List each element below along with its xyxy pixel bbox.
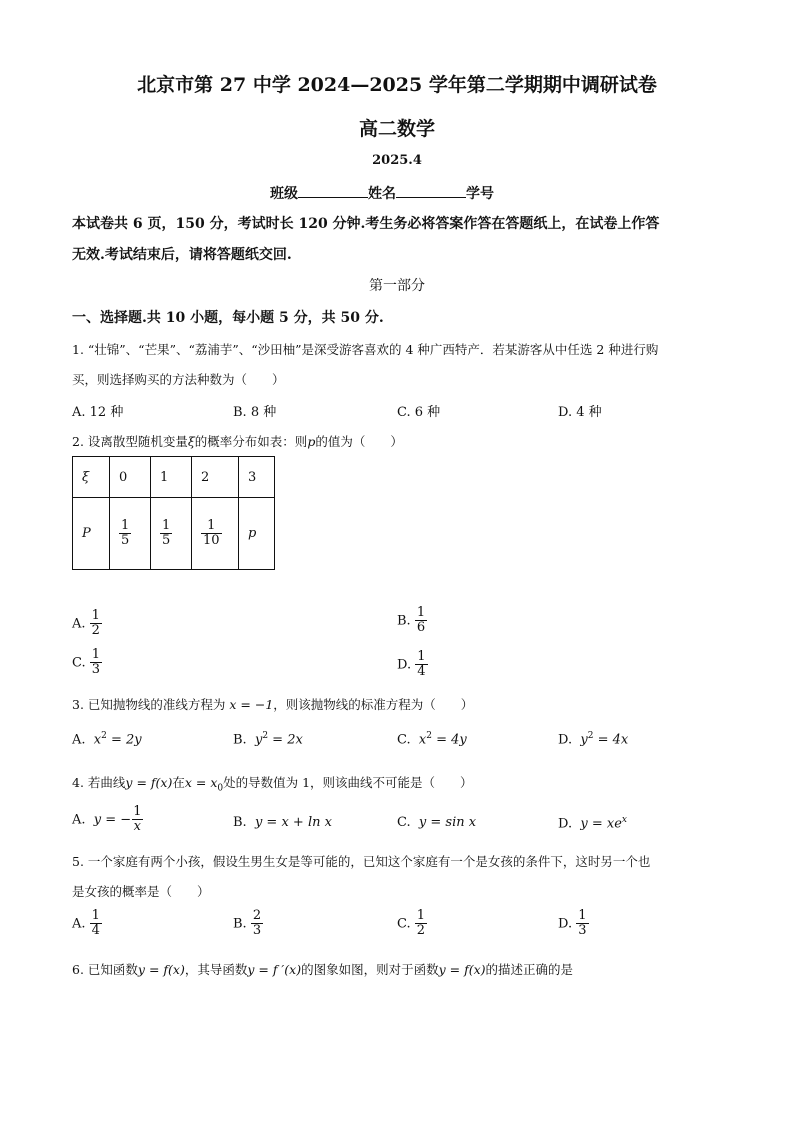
fraction-denominator: 2	[416, 923, 426, 939]
q3-option-a[interactable]	[72, 731, 142, 747]
q1-option-c[interactable]: C. 6 种	[397, 405, 441, 420]
option-letter: A.	[72, 812, 86, 828]
q3-stem	[72, 695, 473, 713]
fraction-denominator: 3	[578, 923, 587, 939]
q2-stem-prefix: 2. 设离散型随机变量	[72, 434, 188, 449]
option-letter: A.	[72, 616, 86, 632]
q4-stem-curve: y = f(x)	[125, 775, 173, 790]
fraction-numerator: 1	[133, 804, 142, 819]
option-letter: D.	[397, 657, 412, 673]
option-letter: B.	[397, 613, 411, 629]
q3-option-c[interactable]	[397, 731, 467, 747]
fraction-denominator: 3	[91, 662, 101, 678]
q5-option-a[interactable]	[72, 909, 102, 939]
q4-stem	[72, 773, 473, 794]
option-rhs: = 2y	[106, 732, 142, 748]
q3-option-b[interactable]	[233, 731, 303, 747]
fraction	[415, 650, 427, 680]
q2-option-d[interactable]	[397, 650, 428, 680]
name-label: 姓名	[368, 186, 396, 202]
option-expression: y = sin x	[418, 815, 477, 830]
q6-stem	[72, 960, 573, 978]
fraction-numerator: 1	[162, 517, 171, 533]
q6-stem-mid-2: 的图象如图，则对于函数	[301, 962, 439, 977]
q3-option-d[interactable]	[558, 731, 628, 747]
option-letter: B.	[233, 815, 247, 830]
q1-option-a[interactable]: A. 12 种	[72, 405, 124, 420]
fraction-denominator: 5	[162, 533, 171, 548]
option-letter: D.	[558, 816, 573, 832]
q4-option-a[interactable]	[72, 805, 143, 835]
fraction-denominator: 4	[417, 664, 426, 680]
q2-stem-suffix: 的值为（ ）	[315, 434, 403, 449]
fraction-numerator: 1	[416, 605, 426, 620]
fraction-denominator: 5	[121, 533, 130, 548]
q3-stem-suffix: ，则该抛物线的标准方程为（ ）	[273, 697, 474, 712]
fraction-denominator: 10	[203, 533, 220, 548]
q2-stem-mid: 的概率分布如表：则	[194, 434, 308, 449]
fraction	[160, 519, 172, 549]
q3-stem-equation: x = −1	[229, 697, 274, 712]
fraction-numerator: 1	[416, 908, 426, 923]
id-label: 学号	[466, 186, 494, 202]
option-letter: D.	[558, 732, 573, 748]
fraction-denominator: 6	[416, 620, 426, 636]
part-one-title: 第一部分	[369, 278, 425, 294]
fraction	[201, 519, 222, 549]
fraction-denominator: 4	[91, 923, 100, 939]
fraction-denominator: 3	[252, 923, 262, 939]
option-exponent: 2	[426, 731, 432, 741]
table-cell: 1	[151, 457, 192, 498]
q4-stem-mid: 在	[172, 775, 185, 790]
fraction	[90, 609, 102, 639]
option-exponent: x	[621, 815, 627, 825]
option-letter: C.	[397, 916, 411, 932]
fraction-numerator: 2	[252, 908, 262, 923]
fraction	[90, 648, 102, 678]
option-lhs: x	[93, 732, 102, 748]
class-label: 班级	[270, 186, 298, 202]
q2-option-a[interactable]	[72, 609, 102, 639]
q5-option-c[interactable]	[397, 909, 427, 939]
option-lhs: y	[580, 732, 588, 748]
q1-option-d[interactable]: D. 4 种	[558, 405, 602, 420]
q2-distribution-table	[72, 456, 275, 570]
option-letter: C.	[72, 655, 86, 671]
option-letter: A.	[72, 916, 86, 932]
fraction-numerator: 1	[578, 908, 587, 923]
subject-title: 高二数学	[358, 118, 435, 140]
option-rhs: = 2x	[268, 732, 303, 748]
q4-option-b[interactable]	[233, 815, 332, 830]
option-lhs: y	[254, 732, 263, 748]
exam-date: 2025.4	[372, 153, 422, 168]
exam-title: 北京市第 27 中学 2024—2025 学年第二学期期中调研试卷	[137, 74, 657, 96]
fraction	[90, 909, 102, 939]
class-blank[interactable]	[298, 183, 368, 198]
q6-stem-function-2: y = f(x)	[438, 962, 486, 977]
q1-option-b[interactable]: B. 8 种	[233, 405, 277, 420]
q2-stem	[72, 432, 403, 450]
name-blank[interactable]	[396, 183, 466, 198]
table-row	[73, 457, 275, 498]
fraction	[415, 606, 427, 636]
option-exponent: 2	[262, 731, 269, 741]
option-letter: B.	[233, 732, 247, 748]
q6-stem-mid-1: ，其导函数	[184, 962, 248, 977]
option-expression: y = xe	[580, 816, 622, 832]
q6-stem-suffix: 的描述正确的是	[485, 962, 574, 977]
q6-stem-prefix: 6. 已知函数	[72, 962, 138, 977]
q2-option-b[interactable]	[397, 606, 427, 636]
fraction-numerator: 1	[91, 647, 101, 662]
fraction	[119, 519, 131, 549]
q2-stem-var: ξ	[187, 434, 195, 449]
option-letter: C.	[397, 815, 411, 830]
table-cell: ξ	[73, 457, 110, 498]
fraction-numerator: 1	[207, 517, 216, 533]
option-exponent: 2	[587, 731, 594, 741]
table-cell	[110, 498, 151, 570]
q6-stem-derivative: y = f ′(x)	[247, 962, 302, 977]
option-rhs: = 4y	[431, 732, 467, 748]
q5-option-d[interactable]	[558, 909, 589, 939]
q4-stem-prefix: 4. 若曲线	[72, 775, 126, 790]
q4-stem-suffix: 处的导数值为 1，则该曲线不可能是（ ）	[223, 775, 473, 790]
q4-stem-subscript: 0	[217, 783, 224, 794]
fraction-numerator: 1	[417, 649, 426, 664]
table-cell	[192, 498, 239, 570]
option-letter: A.	[72, 732, 86, 748]
q4-option-c[interactable]	[397, 815, 476, 830]
table-cell: 3	[239, 457, 275, 498]
q1-stem-line-2: 买，则选择购买的方法种数为（ ）	[72, 372, 285, 387]
q5-stem-line-2: 是女孩的概率是（ ）	[72, 884, 210, 899]
q2-option-c[interactable]	[72, 648, 102, 678]
fraction	[576, 909, 588, 939]
fraction	[415, 909, 427, 939]
q4-stem-point: x = x	[184, 775, 218, 790]
option-lhs: x	[418, 732, 427, 748]
table-cell	[151, 498, 192, 570]
table-cell: P	[73, 498, 110, 570]
q1-stem-line-1: 1. “壮锦”、“芒果”、“荔浦芋”、“沙田柚”是深受游客喜欢的 4 种广西特产．若某游客从中任选 2 种进行购	[72, 342, 659, 357]
notice-line-1: 本试卷共 6 页，150 分，考试时长 120 分钟.考生务必将答案作答在答题纸上，在试卷上作答	[72, 216, 660, 232]
fraction	[251, 909, 263, 939]
option-letter: C.	[397, 732, 411, 748]
q3-stem-prefix: 3. 已知抛物线的准线方程为	[72, 697, 226, 712]
fraction-denominator: x	[133, 819, 142, 835]
q4-option-d[interactable]	[558, 815, 627, 831]
fraction-denominator: 2	[91, 623, 100, 639]
option-lhs: y = −	[93, 812, 132, 828]
table-row	[73, 498, 275, 570]
fraction-numerator: 1	[121, 517, 130, 533]
option-exponent: 2	[101, 731, 107, 741]
table-cell: 0	[110, 457, 151, 498]
option-rhs: = 4x	[593, 732, 629, 748]
q6-stem-function: y = f(x)	[137, 962, 185, 977]
option-letter: D.	[558, 916, 573, 932]
table-cell: p	[239, 498, 275, 570]
option-expression: y = x + ln x	[254, 815, 332, 830]
q2-stem-p: p	[307, 434, 316, 449]
q5-stem-line-1: 5. 一个家庭有两个小孩，假设生男生女是等可能的，已知这个家庭有一个是女孩的条件下，这时另一个也	[72, 854, 651, 869]
student-info-line	[270, 183, 494, 203]
notice-line-2: 无效.考试结束后，请将答题纸交回.	[72, 247, 292, 263]
section-heading: 一、选择题.共 10 小题，每小题 5 分，共 50 分.	[72, 310, 384, 326]
fraction-numerator: 1	[91, 608, 100, 623]
fraction	[131, 805, 143, 835]
table-cell: 2	[192, 457, 239, 498]
q5-option-b[interactable]	[233, 909, 263, 939]
option-letter: B.	[233, 916, 247, 932]
fraction-numerator: 1	[91, 908, 100, 923]
